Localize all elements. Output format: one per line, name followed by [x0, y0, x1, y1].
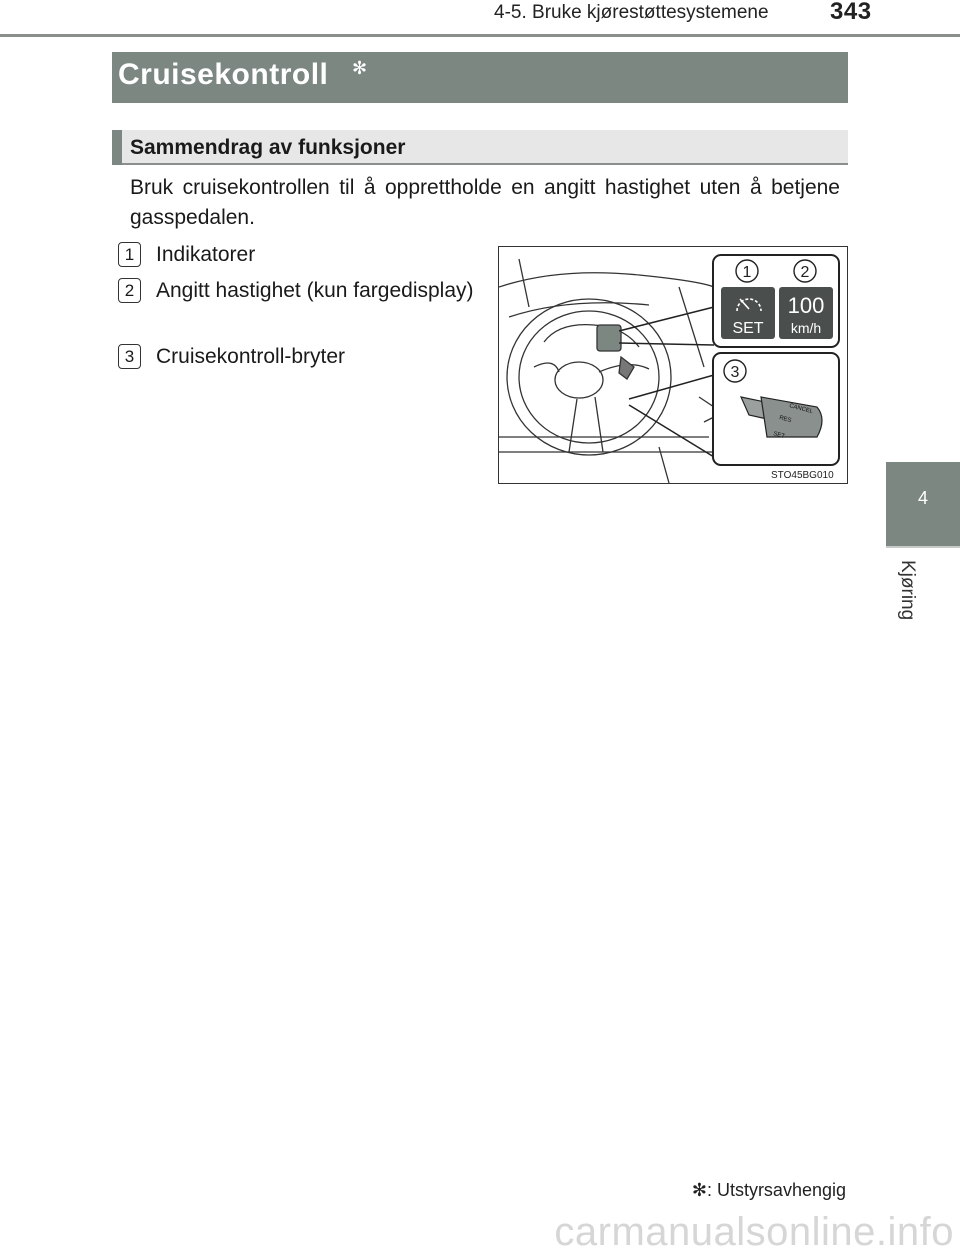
item-number-badge: 1	[118, 242, 141, 267]
subheading-accent	[112, 130, 122, 165]
page-number: 343	[830, 0, 872, 25]
dashboard-drawing	[499, 247, 847, 483]
figure-code: STO45BG010	[771, 470, 834, 481]
set-speed-value: 100	[787, 293, 825, 318]
header-divider	[0, 34, 960, 37]
item-text: Cruisekontroll-bryter	[156, 345, 346, 368]
page-title: Cruisekontroll	[118, 58, 329, 91]
lever-cancel-label: CANCEL	[788, 403, 814, 416]
callout-2-label: 2	[800, 264, 810, 281]
footnote-marker: ✻	[691, 1180, 707, 1200]
subheading: Sammendrag av funksjoner	[130, 136, 406, 159]
chapter-number: 4	[917, 488, 928, 508]
intro-paragraph: Bruk cruisekontrollen til å opprettholde en angitt hastighet uten å betjene gasspedalen.	[130, 176, 840, 229]
footnote	[692, 1180, 846, 1201]
item-number-badge: 2	[118, 278, 141, 303]
optional-equipment-marker: ✻	[352, 58, 368, 78]
set-indicator-text: SET	[732, 320, 764, 337]
lever-res-label: RES	[778, 415, 792, 425]
chapter-label: Kjøring	[897, 560, 918, 621]
cruise-control-illustration	[498, 246, 848, 484]
item-number-badge: 3	[118, 344, 141, 369]
footnote-text: : Utstyrsavhengig	[706, 1180, 846, 1200]
callout-1-label: 1	[742, 264, 752, 281]
running-header: 4-5. Bruke kjørestøttesystemene	[494, 2, 769, 23]
item-text: Indikatorer	[156, 243, 256, 266]
watermark: carmanualsonline.info	[554, 1210, 954, 1254]
chapter-tab-divider	[886, 546, 960, 548]
set-speed-unit: km/h	[790, 320, 822, 336]
callout-3-label: 3	[730, 364, 740, 381]
lever-set-label: SET	[772, 431, 786, 440]
item-text: Angitt hastighet (kun fargedisplay)	[156, 279, 474, 302]
